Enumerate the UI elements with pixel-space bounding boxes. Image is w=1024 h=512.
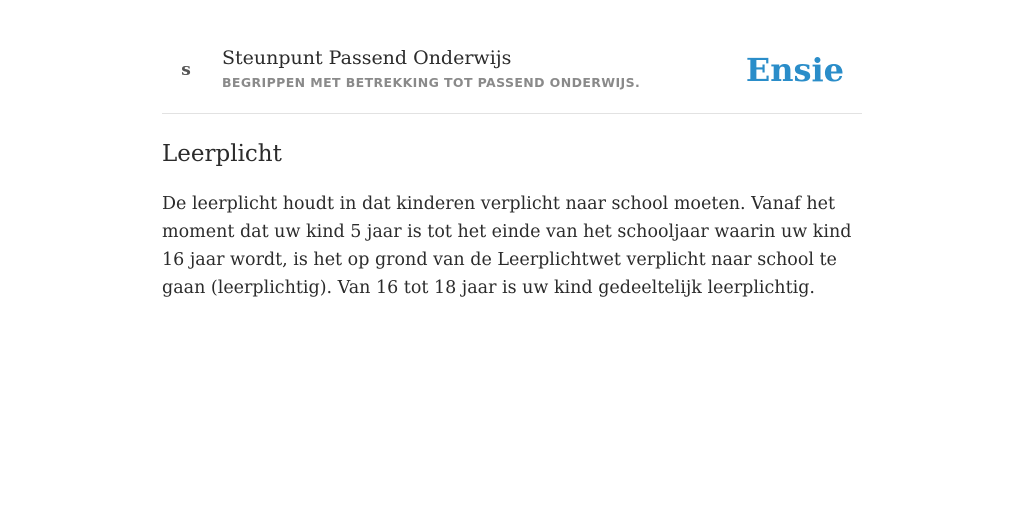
brand-logo[interactable]: Ensie bbox=[745, 51, 844, 89]
term-definition: De leerplicht houdt in dat kinderen verplicht naar school moeten. Vanaf het moment dat uw kind 5 jaar is tot het einde van het schooljaar waarin uw kind 16 jaar wordt, is het op grond van de Leerplichtwet verplicht naar school te gaan (leerplichtig). Van 16 tot 18 jaar is uw kind gedeeltelijk leerplichtig. bbox=[162, 194, 852, 298]
page bbox=[162, 0, 862, 302]
header bbox=[162, 0, 862, 114]
site-tagline: BEGRIPPEN MET BETREKKING TOT PASSEND ONDERWIJS. bbox=[222, 75, 641, 90]
site-name[interactable]: Steunpunt Passend Onderwijs bbox=[222, 47, 512, 69]
site-logo-icon[interactable]: s bbox=[181, 60, 191, 80]
main-content bbox=[162, 114, 862, 302]
page-title: Leerplicht bbox=[162, 141, 282, 167]
